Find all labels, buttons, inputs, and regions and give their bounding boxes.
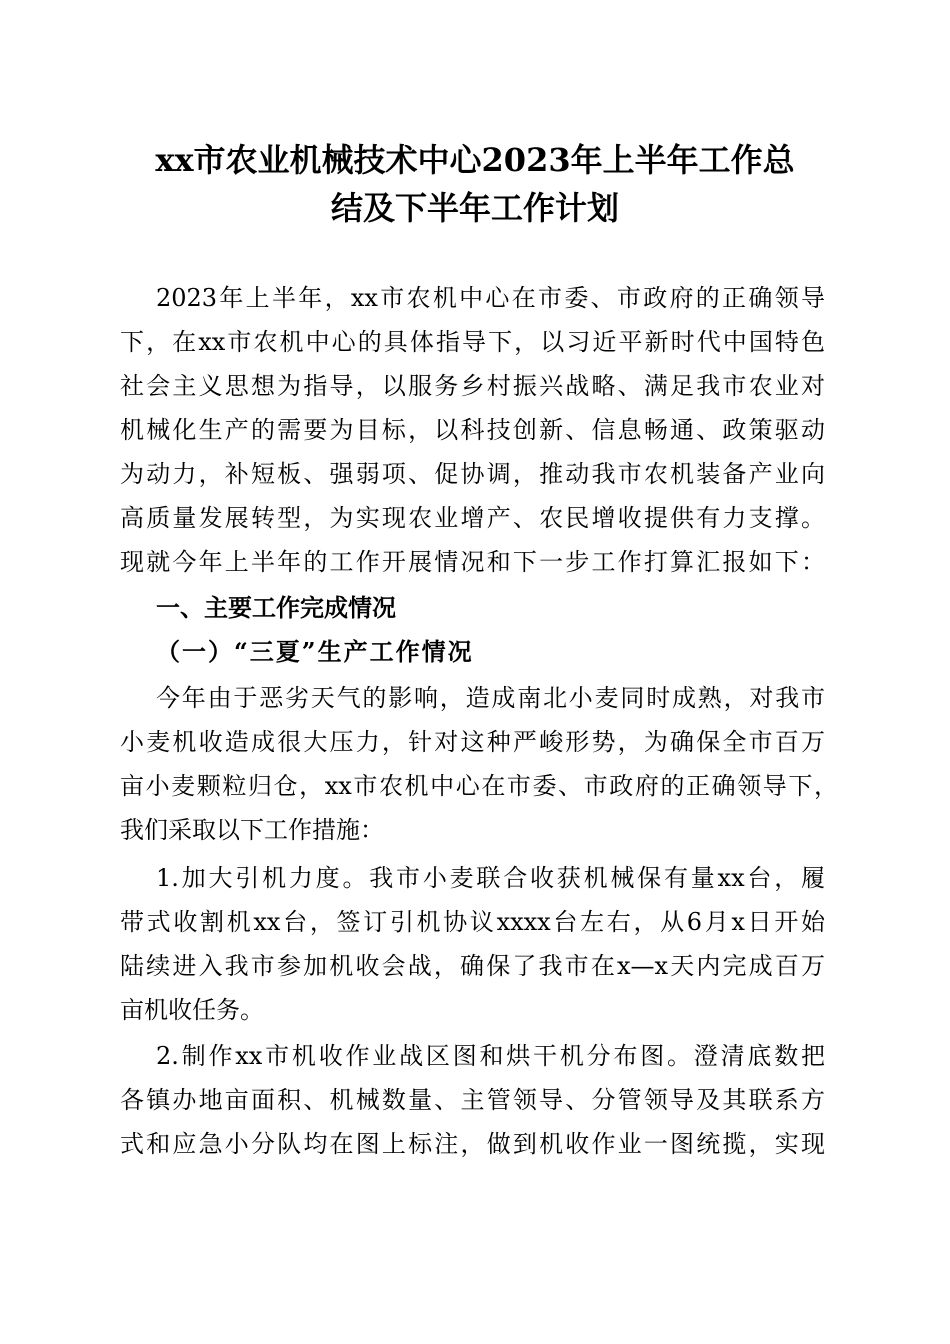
sanxia-line-1: 今年由于恶劣天气的影响，造成南北小麦同时成熟，对我市: [156, 684, 825, 712]
intro-line-5: 为动力，补短板、强弱项、促协调，推动我市农机装备产业向: [120, 460, 825, 488]
item2-line-3: 式和应急小分队均在图上标注，做到机收作业一图统揽，实现: [120, 1130, 825, 1158]
item1-line-2: 带式收割机xx台，签订引机协议xxxx台左右，从6月x日开始: [120, 908, 825, 936]
document-title-line-2: 结及下半年工作计划: [330, 189, 619, 227]
intro-line-7: 现就今年上半年的工作开展情况和下一步工作打算汇报如下：: [120, 548, 825, 576]
item1-line-4: 亩机收任务。: [120, 996, 264, 1024]
subsection-heading-1: （一）“三夏”生产工作情况: [156, 637, 474, 666]
section-heading-1: 一、主要工作完成情况: [156, 594, 396, 622]
intro-line-2: 下，在xx市农机中心的具体指导下，以习近平新时代中国特色: [120, 328, 825, 356]
document-title-line-1: xx市农业机械技术中心2023年上半年工作总: [155, 141, 795, 179]
intro-line-1: 2023年上半年，xx市农机中心在市委、市政府的正确领导: [156, 284, 825, 312]
intro-line-4: 机械化生产的需要为目标，以科技创新、信息畅通、政策驱动: [120, 416, 825, 444]
sanxia-line-2: 小麦机收造成很大压力，针对这种严峻形势，为确保全市百万: [120, 728, 825, 756]
intro-line-3: 社会主义思想为指导，以服务乡村振兴战略、满足我市农业对: [120, 372, 825, 400]
intro-line-6: 高质量发展转型，为实现农业增产、农民增收提供有力支撑。: [120, 504, 825, 532]
item1-line-3: 陆续进入我市参加机收会战，确保了我市在x—x天内完成百万: [120, 952, 825, 980]
item1-line-1: 1.加大引机力度。我市小麦联合收获机械保有量xx台，履: [156, 864, 825, 892]
sanxia-line-4: 我们采取以下工作措施：: [120, 816, 384, 844]
sanxia-line-3: 亩小麦颗粒归仓，xx市农机中心在市委、市政府的正确领导下，: [120, 772, 838, 800]
item2-line-2: 各镇办地亩面积、机械数量、主管领导、分管领导及其联系方: [120, 1086, 825, 1114]
item2-line-1: 2.制作xx市机收作业战区图和烘干机分布图。澄清底数把: [156, 1042, 825, 1070]
